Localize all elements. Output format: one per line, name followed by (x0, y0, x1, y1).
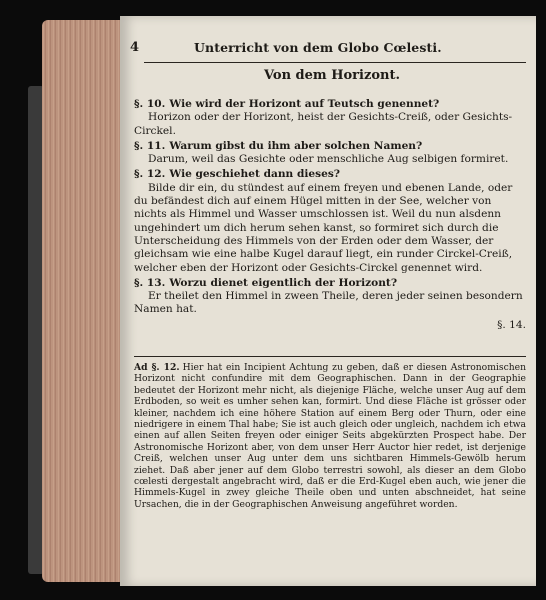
answer-11: Darum, weil das Gesichte oder menschliche Aug selbigen formiret. (148, 153, 509, 166)
header-rule (144, 62, 526, 63)
footnote (134, 362, 526, 510)
paragraph-mark: §. 13. (134, 276, 166, 289)
answer-12: Bilde dir ein, du stündest auf einem freyen und ebenen Lande, oder du befändest dich auf einem Hügel mitten in der See, welcher von nichts als Himmel und Wasser umschlossen ist. Weil du nun alsdenn ungehindert um dich herum sehen kanst, so formiret sich durch die Unterscheidung des Himmels von der Erden oder dem Wasser, der gleichsam wie eine halbe Kugel darauf liegt, ein runder Circkel-Creiß, welcher eben der Horizont oder Gesichts-Circkel genennet wird. (134, 181, 513, 274)
page-edges (42, 20, 122, 582)
catchword: §. 14. (497, 318, 526, 331)
question-11 (134, 140, 526, 153)
question-text: Worzu dienet eigentlich der Horizont? (169, 276, 398, 289)
paragraph-mark: §. 10. (134, 98, 166, 110)
footnote-tag: Ad §. 12. (134, 362, 180, 373)
page-number: 4 (130, 40, 140, 55)
section-title: Von dem Horizont. (264, 68, 400, 83)
footnote-text: Hier hat ein Incipient Achtung zu geben, daß er diesen Astronomischen Horizont nicht confundire mit dem Geographischen. Dann in der Geographie bedeutet der Horizont mehr nicht, als diejenige Fläche, welche unser Aug auf dem Erdboden, so weit es umher sehen kan, formirt. Und diese Fläche ist grösser oder kleiner, nachdem ich eine höhere Station auf einem Berg oder Thurn, oder eine niedrigere in einem Thal habe; Sie ist auch gleich oder ungleich, nachdem ich etwa einen auf allen Seiten freyen oder einiger Seits abgekürzten Prospect habe. Der Astronomische Horizont aber, von dem unser Herr Auctor hier redet, ist derjenige Creiß, welchen unser Aug unter dem uns sichtbaren Himmels-Gewölb herum ziehet. Daß aber jener auf dem Globo terrestri sowohl, als dieser an dem Globo cœlesti dergestalt angebracht wird, daß er die Erd-Kugel eben auch, wie jener die Himmels-Kugel in zwey gleiche Theile oben und unten abschneidet, hat seine Ursachen, die in der Geographischen Anweisung angeführet worden. (134, 362, 526, 510)
question-12 (134, 168, 526, 181)
book (28, 16, 536, 586)
book-page (120, 16, 536, 586)
question-10 (134, 98, 526, 111)
answer-10: Horizon oder der Horizont, heist der Gesichts-Creiß, oder Gesichts-Circkel. (134, 111, 513, 137)
page-header (130, 40, 526, 58)
running-title: Unterricht von dem Globo Cœlesti. (194, 40, 442, 55)
question-text: Wie wird der Horizont auf Teutsch genennet? (169, 98, 440, 110)
main-text (134, 96, 526, 332)
paragraph-mark: §. 12. (134, 168, 166, 181)
question-text: Wie geschiehet dann dieses? (169, 168, 340, 181)
answer-13: Er theilet den Himmel in zween Theile, deren jeder seinen besondern Namen hat. (134, 290, 523, 316)
question-13 (134, 277, 526, 290)
question-text: Warum gibst du ihm aber solchen Namen? (169, 139, 423, 152)
paragraph-mark: §. 11. (134, 139, 166, 152)
footnote-rule (134, 356, 526, 357)
